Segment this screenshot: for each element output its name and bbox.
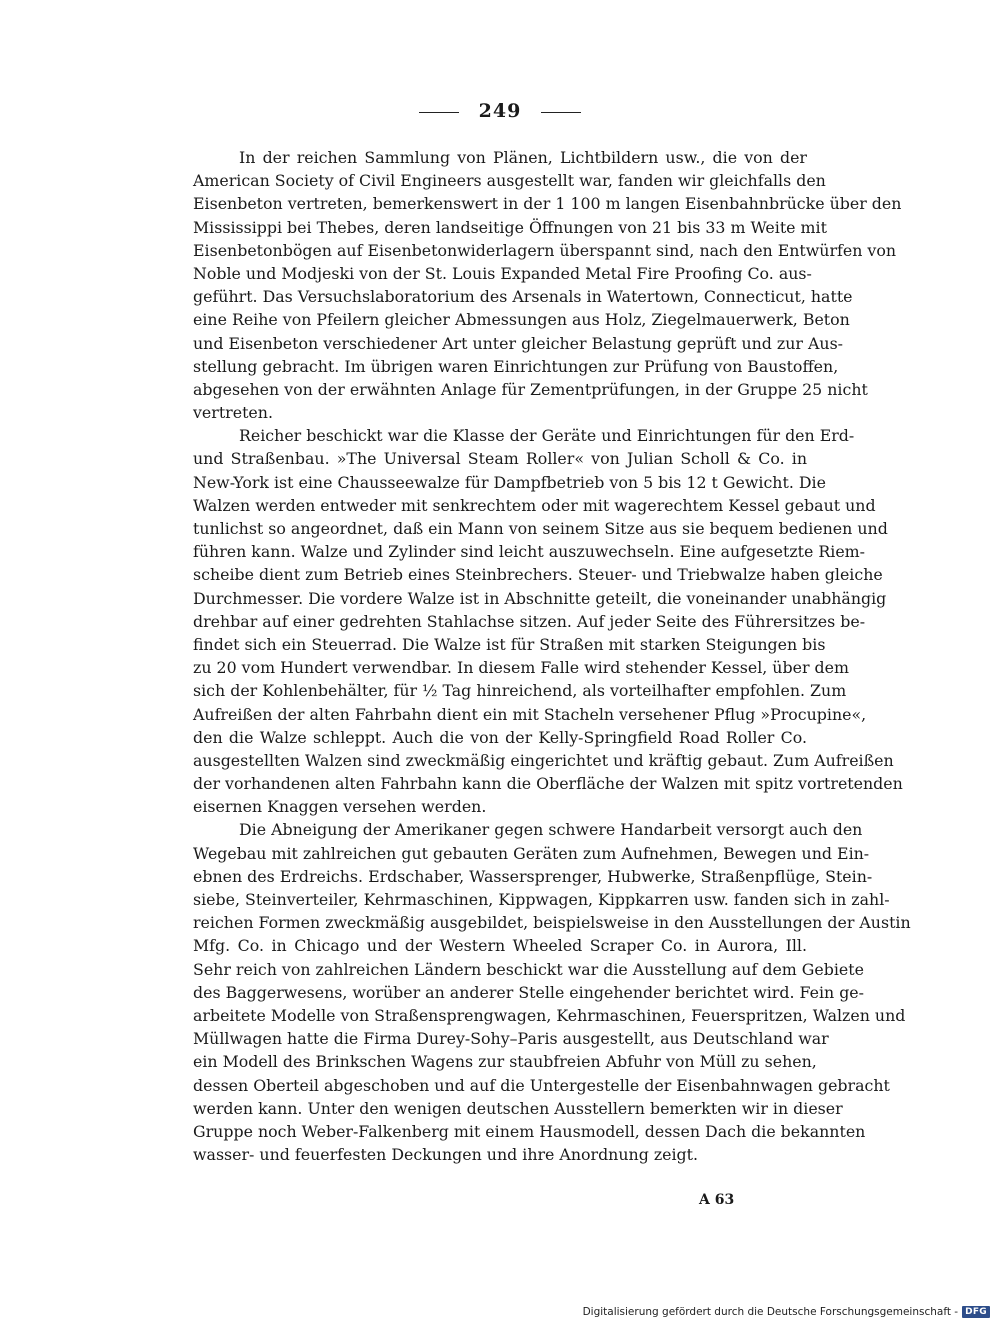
paragraph (193, 424, 903, 818)
text-line: reichen Formen zweckmäßig ausgebildet, beispielsweise in den Ausstellungen der Austin (193, 913, 911, 933)
text-line: Müllwagen hatte die Firma Durey-Sohy–Paris ausgestellt, aus Deutschland war (193, 1029, 829, 1049)
dfg-logo-icon: DFG (962, 1306, 990, 1318)
text-line: Die Abneigung der Amerikaner gegen schwere Handarbeit versorgt auch den (239, 820, 863, 840)
text-line: ein Modell des Brinkschen Wagens zur staubfreien Abfuhr von Müll zu sehen, (193, 1052, 817, 1072)
text-line: Reicher beschickt war die Klasse der Geräte und Einrichtungen für den Erd- (239, 426, 855, 446)
text-line: und Straßenbau. »The Universal Steam Roller« von Julian Scholl & Co. in (193, 449, 807, 469)
text-line: sich der Kohlenbehälter, für ½ Tag hinreichend, als vorteilhafter empfohlen. Zum (193, 681, 847, 701)
text-line: ebnen des Erdreichs. Erdschaber, Wassersprenger, Hubwerke, Straßenpflüge, Stein- (193, 866, 873, 886)
text-line: und Eisenbeton verschiedener Art unter gleicher Belastung geprüft und zur Aus- (193, 333, 844, 353)
page-number-rule-left (419, 112, 459, 113)
text-line: ausgestellten Walzen sind zweckmäßig eingerichtet und kräftig gebaut. Zum Aufreißen (193, 750, 894, 770)
text-line: werden kann. Unter den wenigen deutschen Ausstellern bemerkten wir in dieser (193, 1098, 843, 1118)
text-line: Mfg. Co. in Chicago und der Western Wheeled Scraper Co. in Aurora, Ill. (193, 936, 807, 956)
text-line: Aufreißen der alten Fahrbahn dient ein mit Stacheln versehener Pflug »Procupine«, (193, 704, 867, 724)
text-line: Eisenbeton vertreten, bemerkenswert in der 1 100 m langen Eisenbahnbrücke über den (193, 194, 902, 214)
digitization-footer (583, 1306, 990, 1318)
footer-text: Digitalisierung gefördert durch die Deutsche Forschungsgemeinschaft - (582, 1306, 959, 1318)
text-line: dessen Oberteil abgeschoben und auf die Untergestelle der Eisenbahnwagen gebracht (193, 1075, 890, 1095)
text-line: arbeitete Modelle von Straßensprengwagen, Kehrmaschinen, Feuerspritzen, Walzen und (193, 1005, 906, 1025)
text-line: Sehr reich von zahlreichen Ländern beschickt war die Ausstellung auf dem Gebiete (193, 959, 864, 979)
text-line: stellung gebracht. Im übrigen waren Einrichtungen zur Prüfung von Baustoffen, (193, 356, 839, 376)
text-line: In der reichen Sammlung von Plänen, Lichtbildern usw., die von der (239, 148, 807, 167)
page-number (0, 100, 1000, 122)
text-line: eine Reihe von Pfeilern gleicher Abmessungen aus Holz, Ziegelmauerwerk, Beton (193, 310, 850, 330)
text-line: drehbar auf einer gedrehten Stahlachse sitzen. Auf jeder Seite des Führersitzes be- (193, 611, 866, 631)
text-line: New-York ist eine Chausseewalze für Dampfbetrieb von 5 bis 12 t Gewicht. Die (193, 472, 826, 492)
text-line: Walzen werden entweder mit senkrechtem oder mit wagerechtem Kessel gebaut und (193, 495, 876, 515)
text-line: des Baggerwesens, worüber an anderer Stelle eingehender berichtet wird. Fein ge- (193, 982, 864, 1002)
text-line: siebe, Steinverteiler, Kehrmaschinen, Kippwagen, Kippkarren usw. fanden sich in zahl- (193, 890, 890, 909)
text-line: Mississippi bei Thebes, deren landseitige Öffnungen von 21 bis 33 m Weite mit (193, 217, 827, 237)
page-number-rule-right (541, 112, 581, 113)
text-line: vertreten. (193, 403, 273, 423)
text-line: führen kann. Walze und Zylinder sind leicht auszuwechseln. Eine aufgesetzte Riem- (193, 542, 865, 562)
text-line: Noble und Modjeski von der St. Louis Expanded Metal Fire Proofing Co. aus- (193, 263, 812, 283)
text-line: scheibe dient zum Betrieb eines Steinbrechers. Steuer- und Triebwalze haben gleiche (193, 565, 883, 585)
text-line: eisernen Knaggen versehen werden. (193, 797, 487, 817)
text-line: den die Walze schleppt. Auch die von der Kelly-Springfield Road Roller Co. (193, 727, 807, 747)
text-line: der vorhandenen alten Fahrbahn kann die Oberfläche der Walzen mit spitz vortretenden (193, 774, 903, 794)
text-line: Durchmesser. Die vordere Walze ist in Abschnitte geteilt, die voneinander unabhängig (193, 588, 887, 608)
text-line: findet sich ein Steuerrad. Die Walze ist für Straßen mit starken Steigungen bis (193, 634, 826, 654)
text-line: American Society of Civil Engineers ausgestellt war, fanden wir gleichfalls den (193, 171, 826, 191)
text-line: zu 20 vom Hundert verwendbar. In diesem Falle wird stehender Kessel, über dem (193, 658, 849, 678)
text-line: Wegebau mit zahlreichen gut gebauten Geräten zum Aufnehmen, Bewegen und Ein- (193, 843, 870, 863)
paragraph (193, 146, 902, 424)
text-line: wasser- und feuerfesten Deckungen und ihre Anordnung zeigt. (193, 1145, 699, 1165)
paragraph (193, 818, 911, 1166)
text-line: abgesehen von der erwähnten Anlage für Zementprüfungen, in der Gruppe 25 nicht (193, 379, 868, 399)
sheet-signature-mark: A 63 (699, 1192, 735, 1208)
body-text (193, 146, 911, 1166)
text-line: tunlichst so angeordnet, daß ein Mann von seinem Sitze aus sie bequem bedienen und (193, 519, 888, 538)
text-line: Eisenbetonbögen auf Eisenbetonwiderlagern überspannt sind, nach den Entwürfen von (193, 240, 897, 260)
text-line: Gruppe noch Weber-Falkenberg mit einem Hausmodell, dessen Dach die bekannten (193, 1121, 866, 1141)
page-number-text: 249 (478, 100, 522, 122)
text-line: geführt. Das Versuchslaboratorium des Arsenals in Watertown, Connecticut, hatte (193, 287, 853, 307)
